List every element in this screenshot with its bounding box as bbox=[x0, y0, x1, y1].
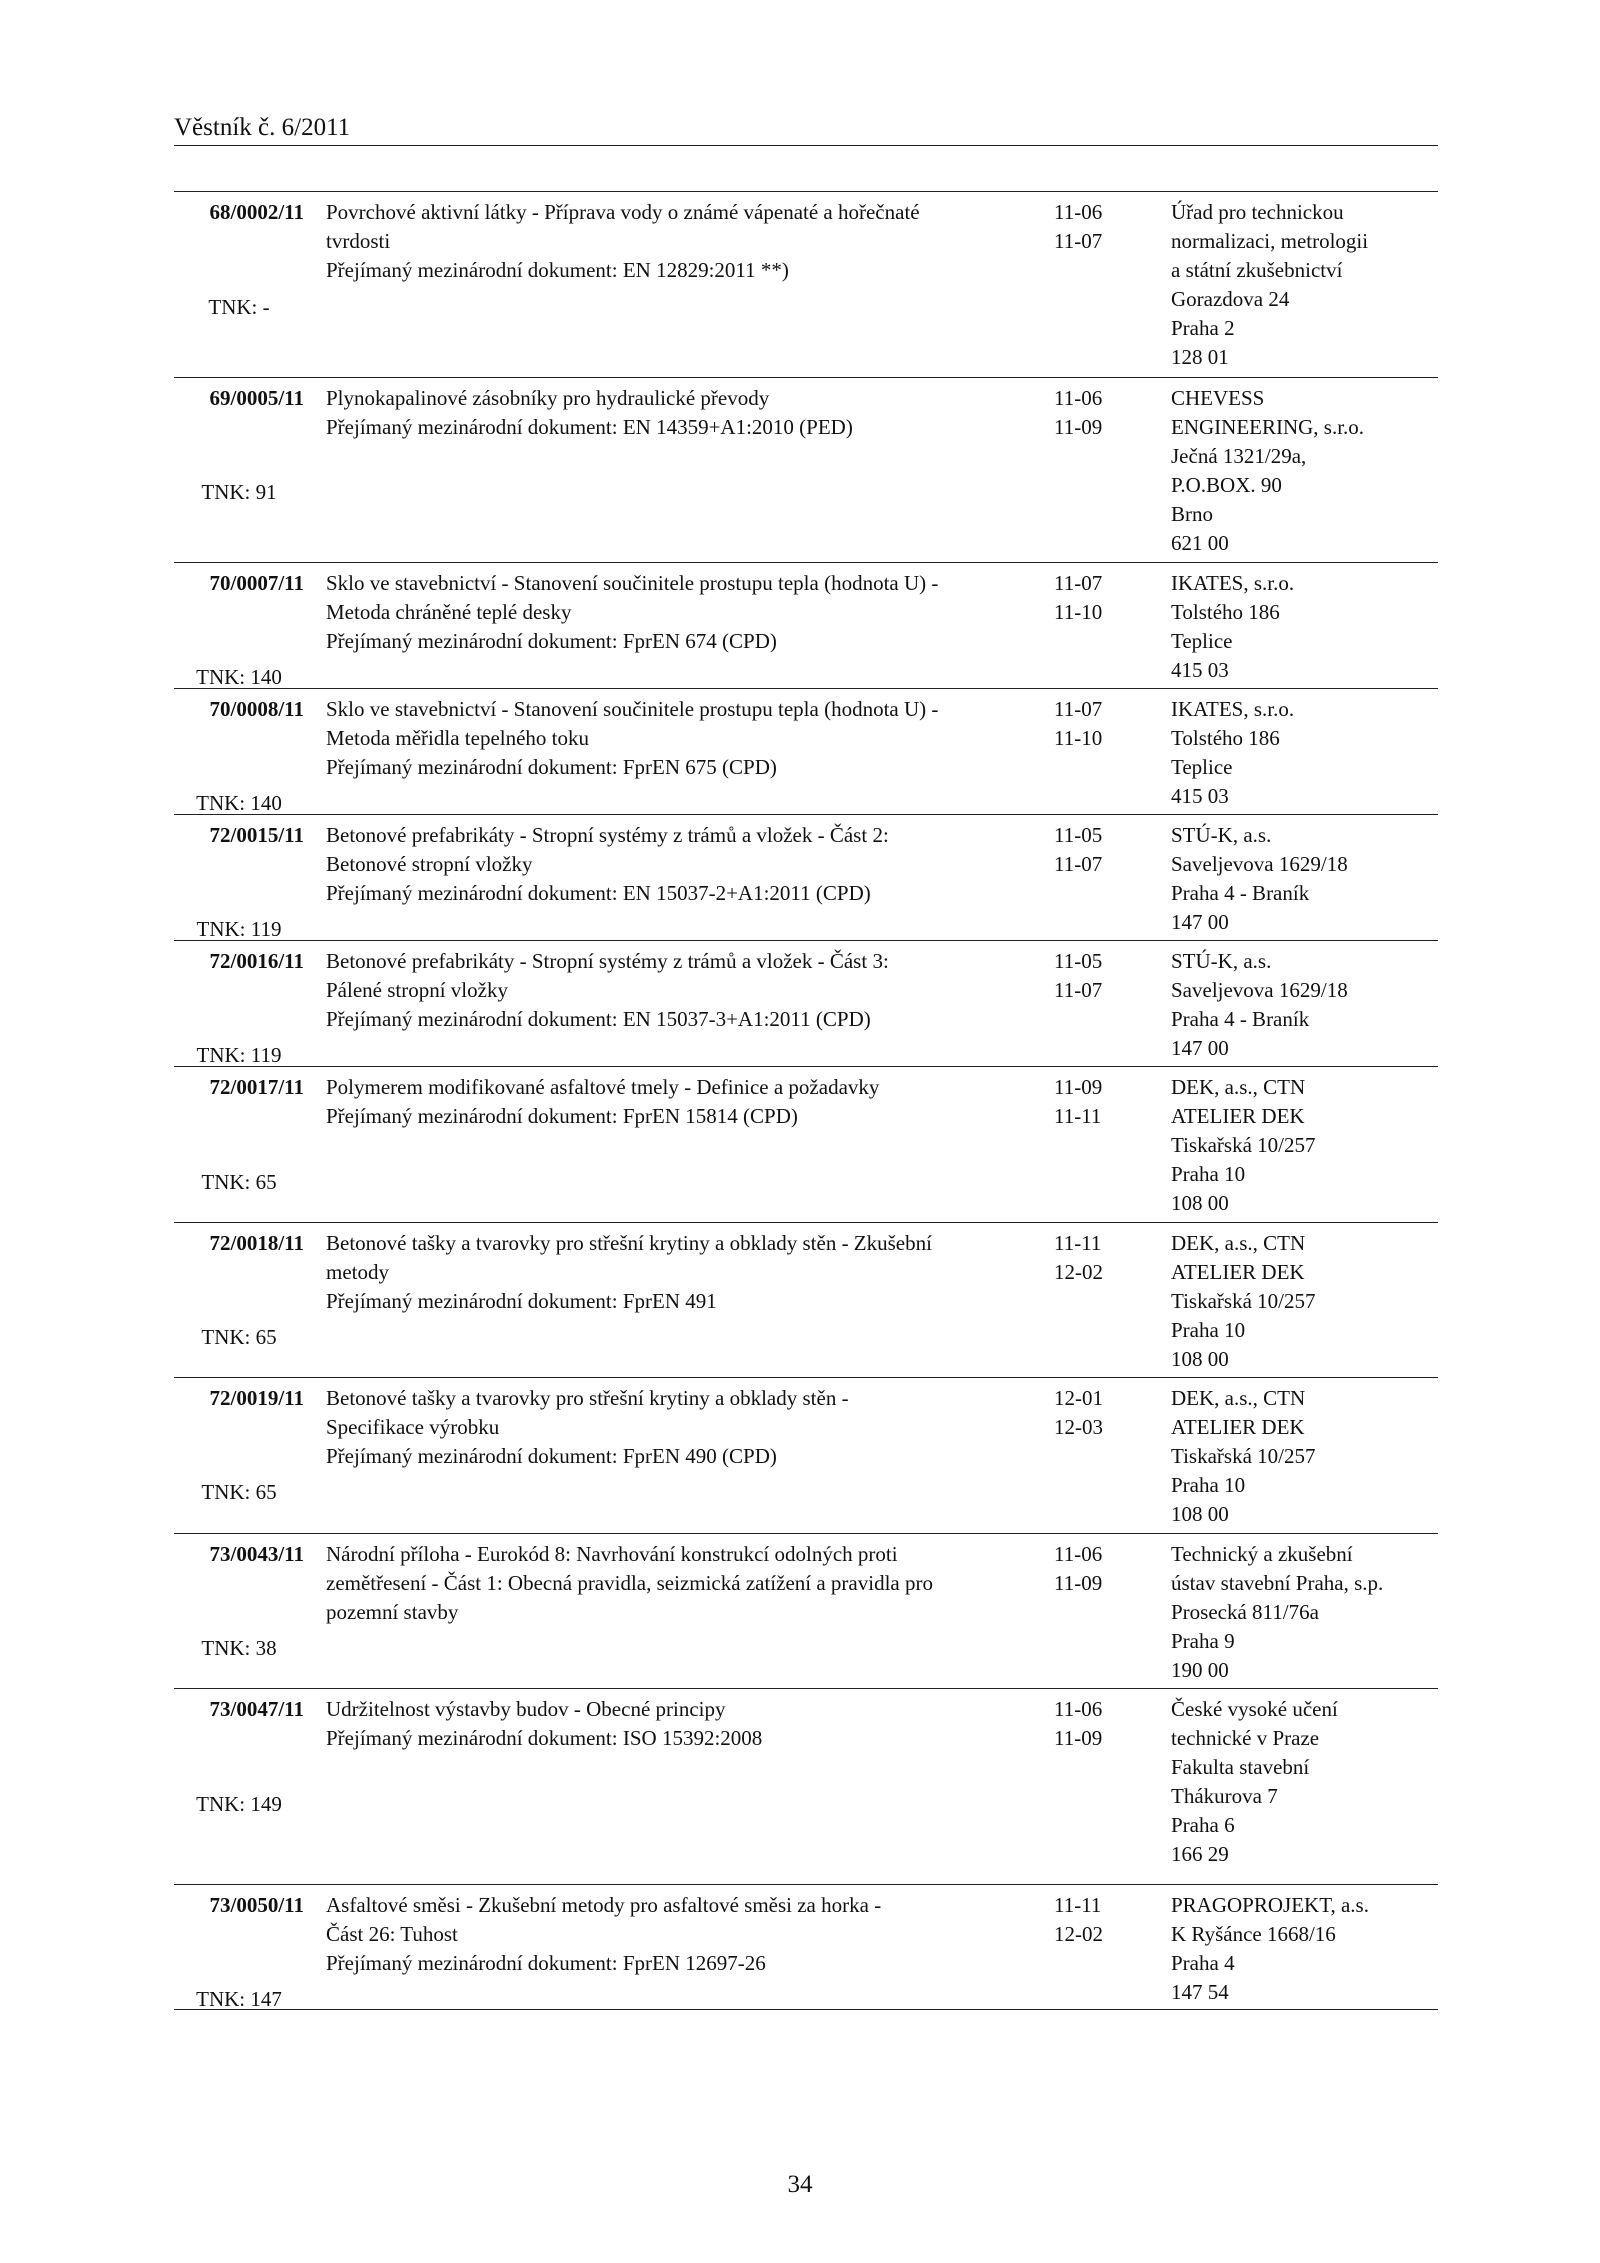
entry-id-cell bbox=[174, 1695, 304, 1880]
entry-date: 11-06 bbox=[1054, 1697, 1103, 1721]
entry-title-line: Betonové prefabrikáty - Stropní systémy z trámů a vložek - Část 2: bbox=[326, 823, 889, 847]
entry-organization-line: Praha 9 bbox=[1171, 1629, 1235, 1653]
entry-title-line: Přejímaný mezinárodní dokument: EN 15037-3+A1:2011 (CPD) bbox=[326, 1007, 871, 1031]
entry-organization-line: IKATES, s.r.o. bbox=[1171, 571, 1295, 595]
entry-tnk: TNK: 65 bbox=[201, 1170, 277, 1194]
entry-organization-line: P.O.BOX. 90 bbox=[1171, 473, 1282, 497]
entry-date: 11-07 bbox=[1054, 697, 1103, 721]
entry-title-line: Přejímaný mezinárodní dokument: FprEN 12697-26 bbox=[326, 1951, 766, 1975]
entry-organization-line: 415 03 bbox=[1171, 784, 1229, 808]
entry-dates-cell bbox=[1054, 1229, 1154, 1287]
entry-organization-line: Tiskařská 10/257 bbox=[1171, 1444, 1316, 1468]
entry-organization-line: 147 00 bbox=[1171, 1036, 1229, 1060]
entry-tnk: TNK: 65 bbox=[201, 1480, 277, 1504]
entries-table bbox=[174, 191, 1438, 2010]
entry-tnk: TNK: 119 bbox=[196, 917, 282, 941]
entry-id-cell bbox=[174, 695, 304, 815]
entry-tnk: TNK: 147 bbox=[196, 1987, 282, 2011]
table-row bbox=[174, 815, 1438, 941]
entry-date: 11-10 bbox=[1054, 600, 1103, 624]
entry-number: 73/0050/11 bbox=[209, 1893, 304, 1917]
entry-organization-line: Teplice bbox=[1171, 629, 1233, 653]
entry-organization-line: 147 00 bbox=[1171, 910, 1229, 934]
entry-title-line: Přejímaný mezinárodní dokument: EN 15037-2+A1:2011 (CPD) bbox=[326, 881, 871, 905]
entry-organization-cell bbox=[1171, 1695, 1438, 1869]
entry-organization-cell bbox=[1171, 1073, 1438, 1218]
entry-organization-cell bbox=[1171, 695, 1438, 811]
entry-date: 11-07 bbox=[1054, 229, 1103, 253]
entry-number: 72/0015/11 bbox=[209, 823, 304, 847]
entry-id-cell bbox=[174, 198, 304, 373]
entry-title-line: pozemní stavby bbox=[326, 1600, 459, 1624]
entry-title-line: Pálené stropní vložky bbox=[326, 978, 508, 1002]
entry-id-cell bbox=[174, 1229, 304, 1373]
entry-title-line: Udržitelnost výstavby budov - Obecné principy bbox=[326, 1697, 726, 1721]
table-row bbox=[174, 192, 1438, 378]
entry-date: 11-06 bbox=[1054, 200, 1103, 224]
entry-organization-line: Úřad pro technickou bbox=[1171, 200, 1344, 224]
entry-tnk: TNK: 140 bbox=[196, 791, 282, 815]
table-row bbox=[174, 1067, 1438, 1223]
entry-tnk: TNK: 91 bbox=[201, 480, 277, 504]
entry-tnk: TNK: 119 bbox=[196, 1043, 282, 1067]
entry-id-cell bbox=[174, 947, 304, 1067]
entry-organization-line: 108 00 bbox=[1171, 1347, 1229, 1371]
entry-title-line: Přejímaný mezinárodní dokument: FprEN 675 (CPD) bbox=[326, 755, 777, 779]
entry-organization-line: PRAGOPROJEKT, a.s. bbox=[1171, 1893, 1369, 1917]
entry-title-line: Specifikace výrobku bbox=[326, 1415, 500, 1439]
entry-organization-cell bbox=[1171, 947, 1438, 1063]
entry-dates-cell bbox=[1054, 1540, 1154, 1598]
table-row bbox=[174, 1689, 1438, 1885]
entry-id-cell bbox=[174, 1384, 304, 1529]
entry-title-line: Betonové prefabrikáty - Stropní systémy z trámů a vložek - Část 3: bbox=[326, 949, 889, 973]
entry-organization-line: ATELIER DEK bbox=[1171, 1415, 1305, 1439]
entry-organization-line: STÚ-K, a.s. bbox=[1171, 949, 1272, 973]
entry-organization-line: Prosecká 811/76a bbox=[1171, 1600, 1319, 1624]
entry-organization-line: 108 00 bbox=[1171, 1191, 1229, 1215]
entry-tnk: TNK: 65 bbox=[201, 1325, 277, 1349]
entry-title-line: Povrchové aktivní látky - Příprava vody o známé vápenaté a hořečnaté bbox=[326, 200, 920, 224]
entry-id-cell bbox=[174, 569, 304, 689]
entry-organization-cell bbox=[1171, 569, 1438, 685]
entry-dates-cell bbox=[1054, 1695, 1154, 1753]
entry-number: 70/0007/11 bbox=[209, 571, 304, 595]
entry-id-cell bbox=[174, 1540, 304, 1684]
entry-organization-line: Tiskařská 10/257 bbox=[1171, 1289, 1316, 1313]
entry-id-cell bbox=[174, 384, 304, 558]
entry-number: 69/0005/11 bbox=[209, 386, 304, 410]
entry-dates-cell bbox=[1054, 384, 1154, 442]
entry-title-line: Metoda měřidla tepelného toku bbox=[326, 726, 590, 750]
header-rule bbox=[174, 145, 1438, 146]
entry-organization-line: Teplice bbox=[1171, 755, 1233, 779]
entry-date: 12-01 bbox=[1054, 1386, 1103, 1410]
entry-organization-line: Tolstého 186 bbox=[1171, 726, 1280, 750]
entry-organization-line: Gorazdova 24 bbox=[1171, 287, 1290, 311]
entry-organization-line: Fakulta stavební bbox=[1171, 1755, 1310, 1779]
entry-organization-line: ATELIER DEK bbox=[1171, 1104, 1305, 1128]
entry-date: 12-02 bbox=[1054, 1260, 1103, 1284]
entry-date: 11-07 bbox=[1054, 571, 1103, 595]
entry-organization-line: CHEVESS bbox=[1171, 386, 1265, 410]
table-row bbox=[174, 1223, 1438, 1378]
entry-date: 11-06 bbox=[1054, 1542, 1103, 1566]
entry-dates-cell bbox=[1054, 569, 1154, 627]
entry-date: 11-11 bbox=[1054, 1893, 1102, 1917]
entry-organization-line: normalizaci, metrologii bbox=[1171, 229, 1369, 253]
entry-organization-line: a státní zkušebnictví bbox=[1171, 258, 1343, 282]
entry-tnk: TNK: 149 bbox=[196, 1792, 282, 1816]
entry-dates-cell bbox=[1054, 821, 1154, 879]
entry-date: 11-09 bbox=[1054, 415, 1103, 439]
entry-title-line: Betonové stropní vložky bbox=[326, 852, 533, 876]
entry-date: 11-06 bbox=[1054, 386, 1103, 410]
entry-organization-line: České vysoké učení bbox=[1171, 1697, 1338, 1721]
entry-title-line: Přejímaný mezinárodní dokument: FprEN 491 bbox=[326, 1289, 717, 1313]
entry-organization-line: DEK, a.s., CTN bbox=[1171, 1386, 1306, 1410]
entry-dates-cell bbox=[1054, 947, 1154, 1005]
entry-organization-line: 190 00 bbox=[1171, 1658, 1229, 1682]
table-row bbox=[174, 941, 1438, 1067]
entry-organization-line: K Ryšánce 1668/16 bbox=[1171, 1922, 1336, 1946]
entry-organization-line: ústav stavební Praha, s.p. bbox=[1171, 1571, 1384, 1595]
entry-title-line: tvrdosti bbox=[326, 229, 391, 253]
entry-title-line: Přejímaný mezinárodní dokument: FprEN 490 (CPD) bbox=[326, 1444, 777, 1468]
entry-title-line: metody bbox=[326, 1260, 389, 1284]
entry-date: 11-07 bbox=[1054, 852, 1103, 876]
entry-organization-line: Saveljevova 1629/18 bbox=[1171, 852, 1348, 876]
entry-organization-line: Praha 4 bbox=[1171, 1951, 1235, 1975]
entry-number: 73/0043/11 bbox=[209, 1542, 304, 1566]
entry-date: 12-02 bbox=[1054, 1922, 1103, 1946]
entry-dates-cell bbox=[1054, 198, 1154, 256]
entry-organization-line: Thákurova 7 bbox=[1171, 1784, 1278, 1808]
entry-organization-cell bbox=[1171, 198, 1438, 372]
entry-title-line: Sklo ve stavebnictví - Stanovení součinitele prostupu tepla (hodnota U) - bbox=[326, 697, 939, 721]
entry-dates-cell bbox=[1054, 1073, 1154, 1131]
entry-id-cell bbox=[174, 1073, 304, 1218]
entry-title-line: Asfaltové směsi - Zkušební metody pro asfaltové směsi za horka - bbox=[326, 1893, 882, 1917]
table-row bbox=[174, 689, 1438, 815]
entry-organization-cell bbox=[1171, 1229, 1438, 1374]
page-number: 34 bbox=[787, 2171, 813, 2198]
entry-title-line: Plynokapalinové zásobníky pro hydraulické převody bbox=[326, 386, 770, 410]
entry-title-line: Sklo ve stavebnictví - Stanovení součinitele prostupu tepla (hodnota U) - bbox=[326, 571, 939, 595]
entry-date: 11-05 bbox=[1054, 949, 1103, 973]
entry-organization-cell bbox=[1171, 1384, 1438, 1529]
entry-organization-line: Saveljevova 1629/18 bbox=[1171, 978, 1348, 1002]
entry-organization-line: Praha 4 - Braník bbox=[1171, 881, 1310, 905]
entry-date: 11-05 bbox=[1054, 823, 1103, 847]
entry-title-line: Přejímaný mezinárodní dokument: EN 14359+A1:2010 (PED) bbox=[326, 415, 853, 439]
table-row bbox=[174, 1534, 1438, 1689]
entry-organization-line: Praha 6 bbox=[1171, 1813, 1235, 1837]
entry-organization-line: Technický a zkušební bbox=[1171, 1542, 1353, 1566]
entry-title-line: Polymerem modifikované asfaltové tmely - Definice a požadavky bbox=[326, 1075, 880, 1099]
page-header-title: Věstník č. 6/2011 bbox=[174, 114, 351, 141]
entry-organization-line: Praha 10 bbox=[1171, 1318, 1246, 1342]
entry-number: 72/0019/11 bbox=[209, 1386, 304, 1410]
table-row bbox=[174, 563, 1438, 689]
entry-organization-cell bbox=[1171, 1891, 1438, 2007]
entry-dates-cell bbox=[1054, 1891, 1154, 1949]
entry-date: 11-09 bbox=[1054, 1075, 1103, 1099]
entry-title-line: Přejímaný mezinárodní dokument: FprEN 15814 (CPD) bbox=[326, 1104, 798, 1128]
entry-date: 11-09 bbox=[1054, 1726, 1103, 1750]
entry-number: 72/0018/11 bbox=[209, 1231, 304, 1255]
entry-organization-line: IKATES, s.r.o. bbox=[1171, 697, 1295, 721]
entry-dates-cell bbox=[1054, 1384, 1154, 1442]
entry-tnk: TNK: - bbox=[208, 295, 270, 319]
entry-tnk: TNK: 140 bbox=[196, 665, 282, 689]
entry-title-line: Přejímaný mezinárodní dokument: FprEN 674 (CPD) bbox=[326, 629, 777, 653]
entry-organization-line: 415 03 bbox=[1171, 658, 1229, 682]
entry-tnk: TNK: 38 bbox=[201, 1636, 277, 1660]
table-row bbox=[174, 1378, 1438, 1534]
entry-title-line: Přejímaný mezinárodní dokument: ISO 15392:2008 bbox=[326, 1726, 763, 1750]
entry-organization-cell bbox=[1171, 384, 1438, 558]
table-row bbox=[174, 1885, 1438, 2010]
entry-title-line: Betonové tašky a tvarovky pro střešní krytiny a obklady stěn - bbox=[326, 1386, 849, 1410]
entry-organization-line: 147 54 bbox=[1171, 1980, 1229, 2004]
entry-organization-line: ATELIER DEK bbox=[1171, 1260, 1305, 1284]
entry-organization-cell bbox=[1171, 1540, 1438, 1685]
entry-date: 11-10 bbox=[1054, 726, 1103, 750]
entry-title-line: Přejímaný mezinárodní dokument: EN 12829:2011 **) bbox=[326, 258, 789, 282]
entry-organization-line: technické v Praze bbox=[1171, 1726, 1320, 1750]
entry-date: 11-11 bbox=[1054, 1104, 1102, 1128]
entry-organization-line: DEK, a.s., CTN bbox=[1171, 1075, 1306, 1099]
entry-organization-line: Tiskařská 10/257 bbox=[1171, 1133, 1316, 1157]
entry-organization-line: Praha 10 bbox=[1171, 1473, 1246, 1497]
entry-date: 12-03 bbox=[1054, 1415, 1103, 1439]
entry-organization-line: 108 00 bbox=[1171, 1502, 1229, 1526]
table-row bbox=[174, 378, 1438, 563]
entry-organization-line: ENGINEERING, s.r.o. bbox=[1171, 415, 1365, 439]
entry-number: 70/0008/11 bbox=[209, 697, 304, 721]
entry-title-line: zemětřesení - Část 1: Obecná pravidla, seizmická zatížení a pravidla pro bbox=[326, 1571, 933, 1595]
entry-date: 11-07 bbox=[1054, 978, 1103, 1002]
entry-organization-line: Praha 4 - Braník bbox=[1171, 1007, 1310, 1031]
entry-id-cell bbox=[174, 821, 304, 941]
entry-number: 72/0016/11 bbox=[209, 949, 304, 973]
entry-id-cell bbox=[174, 1891, 304, 2011]
entry-organization-cell bbox=[1171, 821, 1438, 937]
entry-organization-line: Praha 10 bbox=[1171, 1162, 1246, 1186]
entry-organization-line: Praha 2 bbox=[1171, 316, 1235, 340]
entry-title-line: Část 26: Tuhost bbox=[326, 1922, 458, 1946]
entry-number: 68/0002/11 bbox=[209, 200, 304, 224]
entry-organization-line: 128 01 bbox=[1171, 345, 1229, 369]
entry-title-line: Národní příloha - Eurokód 8: Navrhování konstrukcí odolných proti bbox=[326, 1542, 898, 1566]
entry-organization-line: Brno bbox=[1171, 502, 1213, 526]
entry-organization-line: Tolstého 186 bbox=[1171, 600, 1280, 624]
entry-organization-line: STÚ-K, a.s. bbox=[1171, 823, 1272, 847]
entry-dates-cell bbox=[1054, 695, 1154, 753]
entry-organization-line: 621 00 bbox=[1171, 531, 1229, 555]
entry-number: 72/0017/11 bbox=[209, 1075, 304, 1099]
entry-date: 11-09 bbox=[1054, 1571, 1103, 1595]
entry-date: 11-11 bbox=[1054, 1231, 1102, 1255]
entry-number: 73/0047/11 bbox=[209, 1697, 304, 1721]
entry-title-line: Betonové tašky a tvarovky pro střešní krytiny a obklady stěn - Zkušební bbox=[326, 1231, 932, 1255]
entry-title-line: Metoda chráněné teplé desky bbox=[326, 600, 572, 624]
entry-organization-line: 166 29 bbox=[1171, 1842, 1229, 1866]
entry-organization-line: DEK, a.s., CTN bbox=[1171, 1231, 1306, 1255]
entry-organization-line: Ječná 1321/29a, bbox=[1171, 444, 1307, 468]
